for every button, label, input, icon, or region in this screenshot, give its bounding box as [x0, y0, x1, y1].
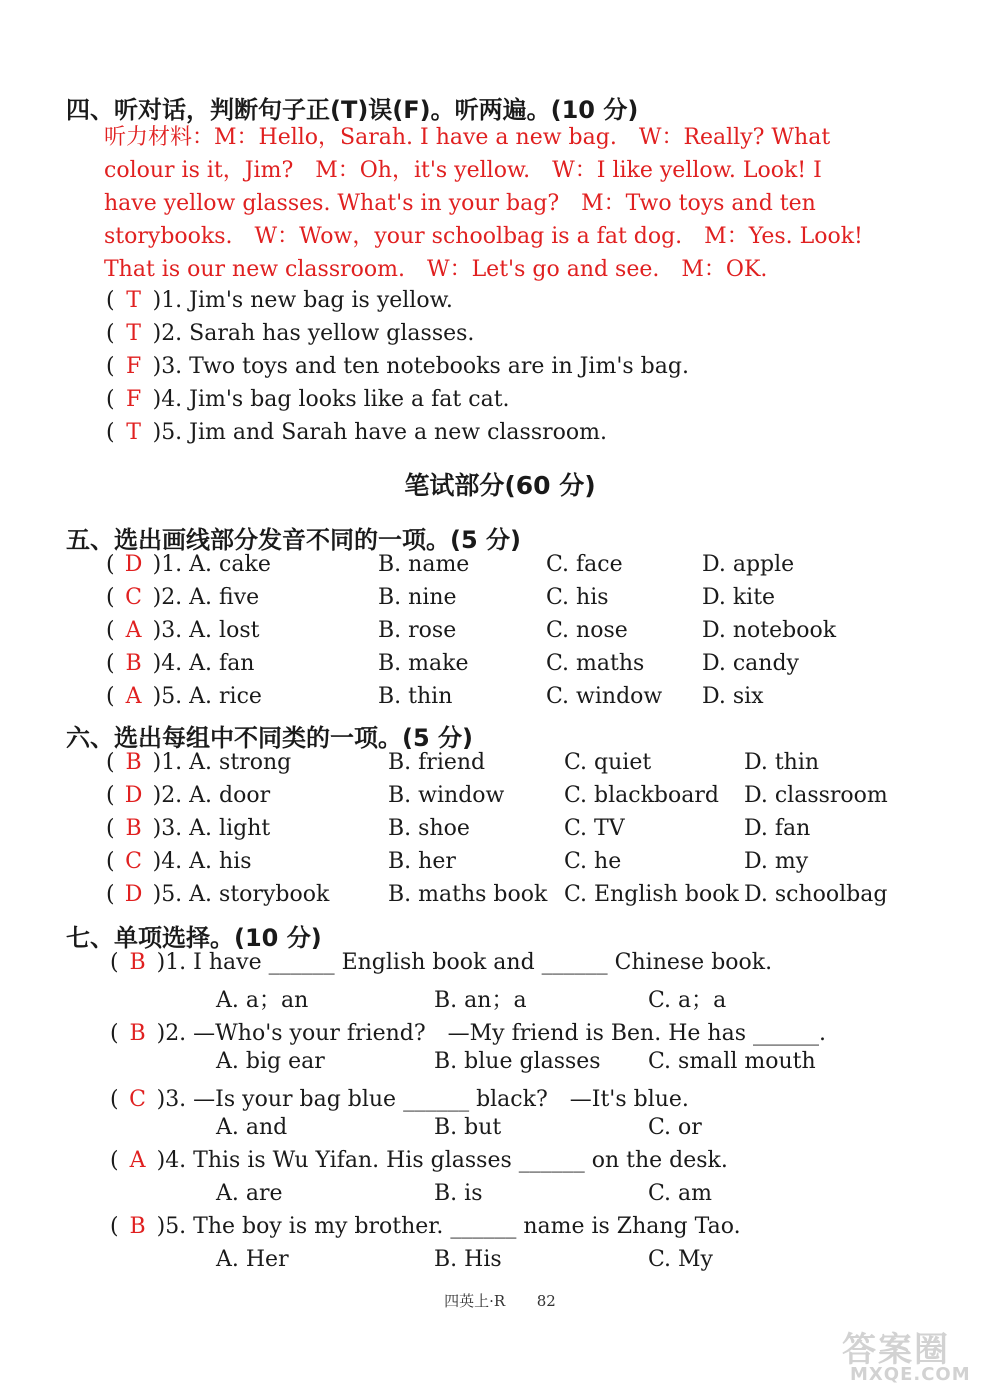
- tf-item: ( T )5. Jim and Sarah have a new classroom.: [106, 420, 607, 445]
- tf-item: ( F )3. Two toys and ten notebooks are in Jim's bag.: [106, 354, 689, 379]
- mc-options: A. Her B. His C. My: [216, 1247, 713, 1272]
- tf-item: ( T )2. Sarah has yellow glasses.: [106, 321, 475, 346]
- answer: D: [124, 882, 143, 907]
- script-line: storybooks. W：Wow，your schoolbag is a fat dog. M：Yes. Look!: [104, 224, 863, 249]
- mc-options: A. big ear B. blue glasses C. small mouth: [216, 1049, 816, 1074]
- answer: F: [125, 354, 142, 379]
- book-label: 四英上·R: [444, 1292, 506, 1310]
- answer: A: [125, 684, 142, 709]
- choice-item: ( B )4. A. fan B. make C. maths D. candy: [106, 651, 799, 676]
- mc-options: A. are B. is C. am: [216, 1181, 713, 1206]
- answer: B: [125, 750, 142, 775]
- answer: C: [125, 849, 143, 874]
- answer: A: [125, 618, 142, 643]
- answer: B: [125, 651, 142, 676]
- section-5-heading: 五、选出画线部分发音不同的一项。(5 分): [66, 526, 521, 554]
- tf-item: ( T )1. Jim's new bag is yellow.: [106, 288, 453, 313]
- answer: D: [124, 783, 143, 808]
- mc-options: A. a；an B. an；a C. a；a: [216, 988, 727, 1013]
- answer: T: [126, 321, 141, 346]
- answer: B: [129, 1214, 146, 1239]
- choice-item: ( D )5. A. storybook B. maths book C. English book D. schoolbag: [106, 882, 888, 907]
- section-4-heading: 四、听对话，判断句子正(T)误(F)。听两遍。(10 分): [66, 96, 639, 124]
- script-line: That is our new classroom. W：Let's go and see. M：OK.: [104, 257, 768, 282]
- watermark-logo-mark: 答案圈: [842, 1330, 950, 1370]
- answer: F: [125, 387, 142, 412]
- listening-script: [104, 121, 876, 286]
- choice-item: ( C )4. A. his B. her C. he D. my: [106, 849, 809, 874]
- answer: A: [129, 1148, 146, 1173]
- script-line: colour is it，Jim? M：Oh，it's yellow. W：I like yellow. Look! I: [104, 158, 822, 183]
- answer: T: [126, 288, 141, 313]
- choice-item: ( B )1. A. strong B. friend C. quiet D. thin: [106, 750, 820, 775]
- script-line: 听力材料：M：Hello，Sarah. I have a new bag. W：Really? What: [104, 125, 831, 150]
- mc-question: ( B )1. I have ______ English book and ______ Chinese book.: [110, 950, 773, 975]
- page-number: 82: [536, 1292, 556, 1310]
- page-footer: [0, 1290, 1000, 1311]
- answer: B: [129, 1021, 146, 1046]
- choice-item: ( A )3. A. lost B. rose C. nose D. notebook: [106, 618, 837, 643]
- section-6-heading: 六、选出每组中不同类的一项。(5 分): [66, 724, 473, 752]
- answer: D: [124, 552, 143, 577]
- mc-question: ( B )2. —Who's your friend? —My friend is Ben. He has ______.: [110, 1021, 826, 1046]
- choice-item: ( B )3. A. light B. shoe C. TV D. fan: [106, 816, 811, 841]
- written-part-heading: 笔试部分(60 分): [404, 471, 596, 500]
- choice-item: ( C )2. A. five B. nine C. his D. kite: [106, 585, 776, 610]
- answer: T: [126, 420, 141, 445]
- mc-question: ( B )5. The boy is my brother. ______ name is Zhang Tao.: [110, 1214, 741, 1239]
- mc-question: ( A )4. This is Wu Yifan. His glasses ______ on the desk.: [110, 1148, 728, 1173]
- section-7-heading: 七、单项选择。(10 分): [66, 924, 322, 952]
- choice-item: ( D )1. A. cake B. name C. face D. apple: [106, 552, 795, 577]
- mc-question: ( C )3. —Is your bag blue ______ black? —It's blue.: [110, 1087, 689, 1112]
- answer: C: [125, 585, 143, 610]
- watermark-logo: [842, 1322, 992, 1388]
- answer: B: [129, 950, 146, 975]
- tf-item: ( F )4. Jim's bag looks like a fat cat.: [106, 387, 510, 412]
- watermark-logo-url: MXQE.COM: [850, 1364, 971, 1385]
- script-line: have yellow glasses. What's in your bag? M：Two toys and ten: [104, 191, 816, 216]
- mc-options: A. and B. but C. or: [216, 1115, 702, 1140]
- answer: C: [129, 1087, 147, 1112]
- answer: B: [125, 816, 142, 841]
- choice-item: ( A )5. A. rice B. thin C. window D. six: [106, 684, 764, 709]
- choice-item: ( D )2. A. door B. window C. blackboard D. classroom: [106, 783, 888, 808]
